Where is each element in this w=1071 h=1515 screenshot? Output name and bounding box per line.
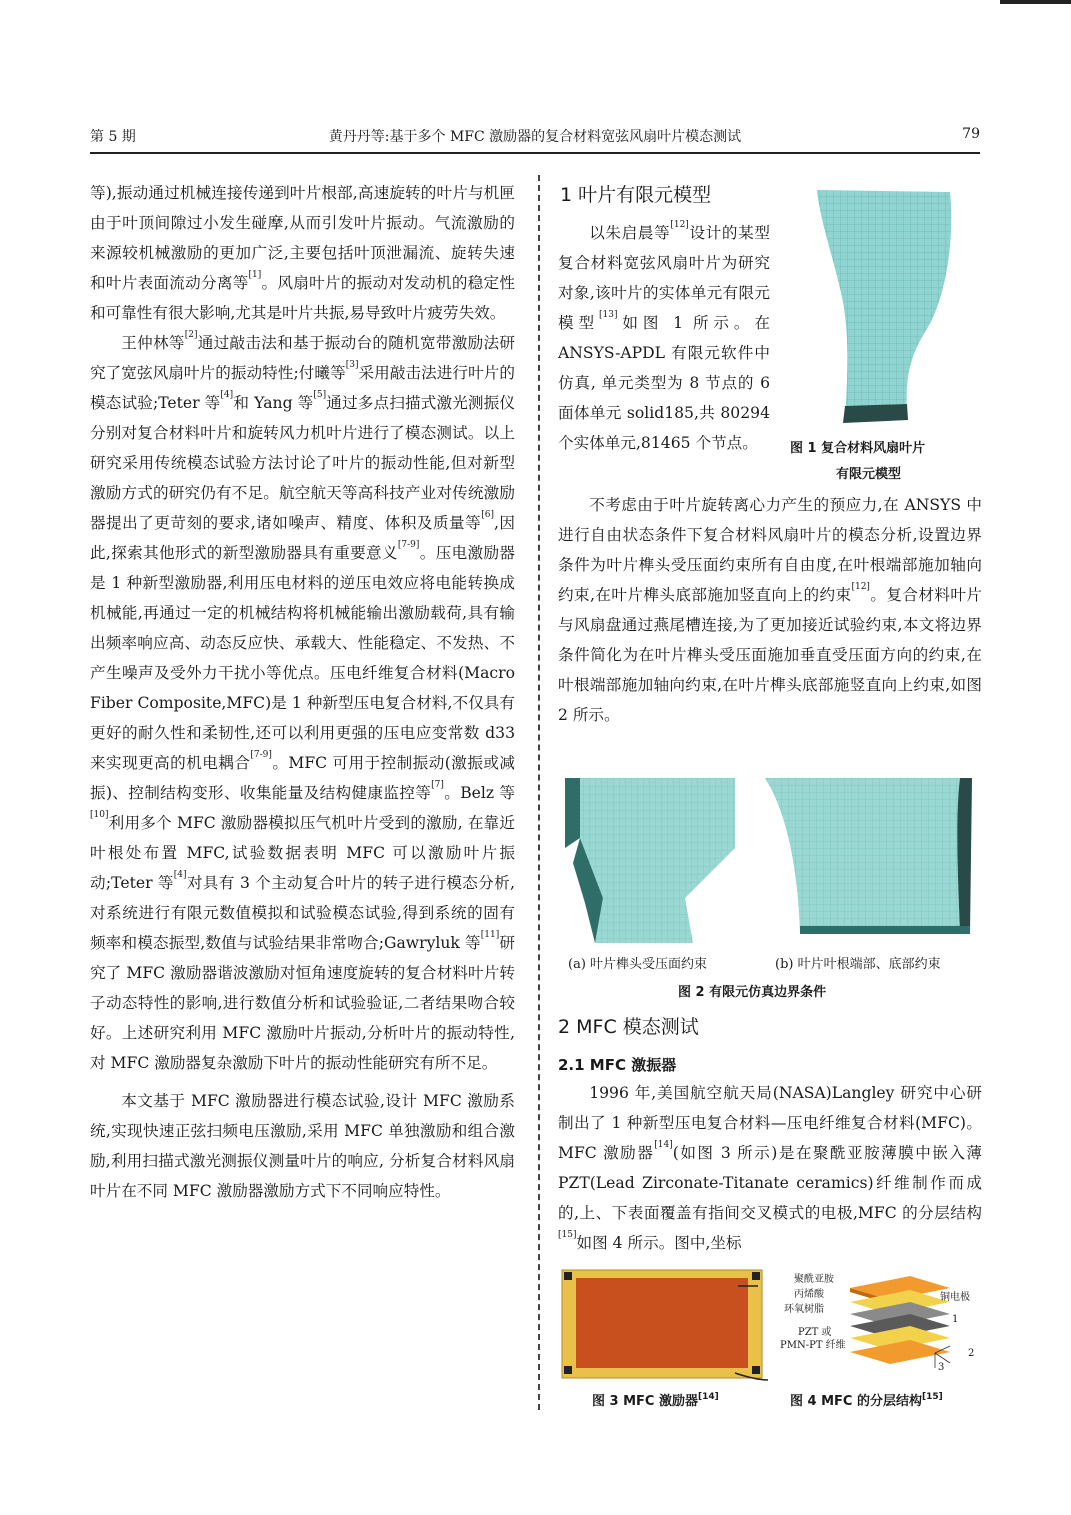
citation: [10] (90, 810, 109, 820)
header-rule (90, 152, 980, 154)
citation: [15] (558, 1230, 577, 1240)
page-corner-mark (1000, 0, 1071, 4)
axis-label-1: 1 (952, 1314, 959, 1325)
citation: [14] (654, 1140, 673, 1150)
citation: [13] (598, 310, 618, 320)
label-copper-electrode: 铜电极 (940, 1292, 970, 1303)
section-1-heading: 1 叶片有限元模型 (560, 184, 712, 206)
paragraph-1: 等),振动通过机械连接传递到叶片根部,高速旋转的叶片与机匣由于叶顶间隙过小发生碰摩,从而引发叶片振动。气流激励的来源较机械激励的更加广泛,主要包括叶顶泄漏流、旋转失速和叶片表面流动分离等[1]。风扇叶片的振动对发动机的稳定性和可靠性有很大影响,尤其是叶片共振,易导致叶片疲劳失效。 (90, 184, 515, 322)
axis-label-3: 3 (938, 1362, 945, 1373)
figure-1-caption-line-1: 图 1 复合材料风扇叶片 (790, 441, 926, 456)
label-acrylic: 丙烯酸 (794, 1289, 824, 1300)
citation: [3] (345, 360, 359, 370)
citation: [7-9] (397, 540, 420, 550)
section-2-1-heading: 2.1 MFC 激振器 (558, 1056, 677, 1074)
citation: [12] (670, 220, 689, 230)
citation: [4] (173, 870, 187, 880)
figure-3-mfc-actuator (560, 1268, 770, 1383)
issue-number: 第 5 期 (90, 129, 136, 145)
figure-1-caption-line-2: 有限元模型 (836, 467, 902, 482)
column-divider (538, 175, 540, 1410)
label-pmn-fiber: PMN-PT 纤维 (780, 1340, 846, 1351)
figure-2b-subcaption: (b) 叶片叶根端部、底部约束 (775, 957, 941, 972)
paragraph-2: 王仲林等[2]通过敲击法和基于振动台的随机宽带激励法研究了宽弦风扇叶片的振动特性;付曦等[3]采用敲击法进行叶片的模态试验;Teter 等[4]和 Yang 等[5]通过多点扫描式激光测振仪分别对复合材料叶片和旋转风力机叶片进行了模态测试。以上研究采用传统模态试验方法讨论了叶片的振动性能,但对新型激励方式的研究仍有不足。航空航天等高科技产业对传统激励器提出了更苛刻的要求,诸如噪声、精度、体积及质量等[6],因此,探索其他形式的新型激励器具有重要意义[7-9]。压电激励器是 1 种新型激励器,利用压电材料的逆压电效应将电能转换成机械能,再通过一定的机械结构将机械能输出激励载荷,具有输出频率响应高、动态反应快、承载大、性能稳定、不发热、不产生噪声及受外力干扰小等优点。压电纤维复合材料(Macro Fiber Composite,MFC)是 1 种新型压电复合材料,不仅具有更好的耐久性和柔韧性,还可以利用更强的压电应变常数 d33 来实现更高的机电耦合[7-9]。MFC 可用于控制振动(激振或减振)、控制结构变形、收集能量及结构健康监控等[7]。Belz 等[10]利用多个 MFC 激励器模拟压气机叶片受到的激励, 在靠近叶根处布置 MFC,试验数据表明 MFC 可以激励叶片振动;Teter 等[4]对具有 3 个主动复合叶片的转子进行模态分析, 对系统进行有限元数值模拟和试验模态试验,得到系统的固有频率和模态振型,数值与试验结果非常吻合;Gawryluk 等[11]研究了 MFC 激励器谐波激励对恒角速度旋转的复合材料叶片转子动态特性的影响,进行数值分析和试验验证,二者结果吻合较好。上述研究利用 MFC 激励叶片振动,分析叶片的振动特性, 对 MFC 激励器复杂激励下叶片的振动性能研究有所不足。 (90, 330, 516, 1072)
label-epoxy: 环氧树脂 (784, 1304, 824, 1315)
citation: [5] (313, 390, 327, 400)
figure-2b-root-constraint (760, 778, 975, 948)
figure-2a-tenon-constraint (565, 778, 745, 948)
citation: [6] (481, 510, 494, 520)
running-header (90, 126, 980, 152)
citation: [1] (248, 270, 262, 280)
figure-4-mfc-layers (780, 1268, 980, 1388)
citation: [2] (184, 330, 198, 340)
figure-4-caption: 图 4 MFC 的分层结构[15] (790, 1392, 943, 1409)
running-title: 黄丹丹等:基于多个 MFC 激励器的复合材料宽弦风扇叶片模态测试 (328, 129, 742, 145)
section-1-paragraph-1: 以朱启晨等[12]设计的某型复合材料宽弦风扇叶片为研究对象,该叶片的实体单元有限元模型[13]如图 1 所示。在 ANSYS-APDL 有限元软件中仿真, 单元类型为 8 节点的 6 面体单元 solid185,共 80294 个实体单元,81465 个节点。 (558, 220, 770, 452)
label-pzt: PZT 或 (798, 1327, 832, 1338)
label-polyimide: 聚酰亚胺 (794, 1274, 834, 1285)
axis-label-2: 2 (968, 1348, 975, 1359)
figure-3-caption: 图 3 MFC 激励器[14] (592, 1392, 719, 1409)
paragraph-3: 本文基于 MFC 激励器进行模态试验,设计 MFC 激励系统,实现快速正弦扫频电压激励,采用 MFC 单独激励和组合激励,利用扫描式激光测振仪测量叶片的响应, 分析复合材料风扇叶片在不同 MFC 激励器激励方式下不同响应特性。 (90, 1092, 515, 1200)
page-number: 79 (962, 126, 980, 142)
section-2-1-paragraph: 1996 年,美国航空航天局(NASA)Langley 研究中心研制出了 1 种新型压电复合材料—压电纤维复合材料(MFC)。MFC 激励器[14](如图 3 所示)是在聚酰亚胺薄膜中嵌入薄 PZT(Lead Zirconate-Titanate ceramics)纤维制作而成的,上、下表面覆盖有指间交叉模式的电极,MFC 的分层结构[15]如图 4 所示。图中,坐标 (558, 1084, 982, 1252)
citation: [15] (921, 1392, 943, 1402)
citation: [11] (480, 930, 500, 940)
citation: [7] (431, 780, 444, 790)
figure-2a-subcaption: (a) 叶片榫头受压面约束 (568, 957, 708, 972)
left-column (90, 178, 515, 1206)
figure-2-caption: 图 2 有限元仿真边界条件 (678, 985, 827, 1000)
citation: [4] (220, 390, 234, 400)
figure-1-blade-model (805, 182, 965, 427)
citation: [12] (851, 582, 870, 592)
section-1-paragraph-2: 不考虑由于叶片旋转离心力产生的预应力,在 ANSYS 中进行自由状态条件下复合材料风扇叶片的模态分析,设置边界条件为叶片榫头受压面约束所有自由度,在叶根端部施加轴向约束,在叶片榫头底部施加竖直向上的约束[12]。复合材料叶片与风扇盘通过燕尾槽连接,为了更加接近试验约束,本文将边界条件简化为在叶片榫头受压面施加垂直受压面方向的约束,在叶根端部施加轴向约束,在叶片榫头底部施竖直向上约束,如图 2 所示。 (558, 496, 982, 724)
citation: [7-9] (250, 750, 272, 760)
citation: [14] (697, 1392, 719, 1402)
section-2-heading: 2 MFC 模态测试 (558, 1016, 699, 1038)
